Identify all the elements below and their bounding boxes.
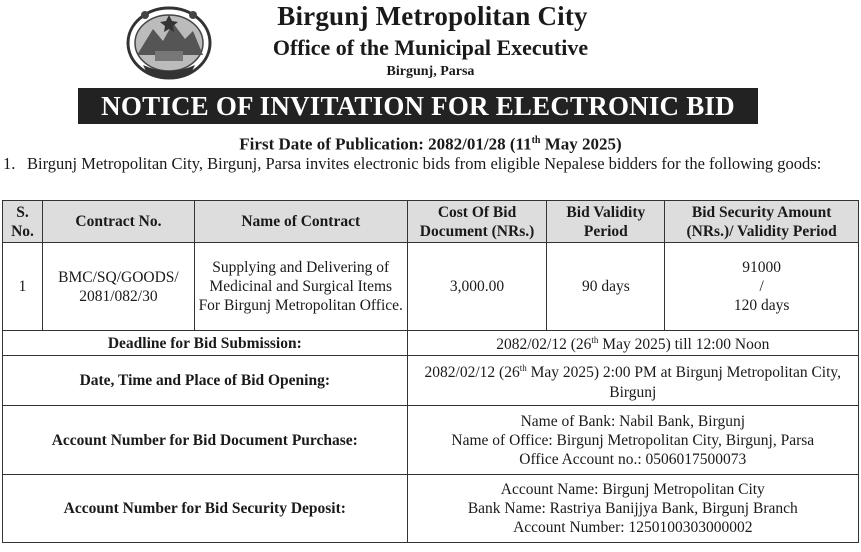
doc-account-label: Account Number for Bid Document Purchase: [3,406,408,475]
security-amount: 91000 [742,259,781,276]
opening-value: 2082/02/12 (26th May 2025) 2:00 PM at Birgunj Metropolitan City, Birgunj [407,356,858,406]
intro-text: Birgunj Metropolitan City, Birgunj, Parsa invites electronic bids from eligible Nepalese bidders for the following goods: [27,154,822,173]
opening-label: Date, Time and Place of Bid Opening: [3,356,408,406]
doc-account-value [407,406,858,475]
cell-sn: 1 [3,243,43,331]
table-row [3,243,859,331]
table-row-doc-account [3,406,859,475]
security-account-name: Account Name: Birgunj Metropolitan City [500,481,765,498]
security-period: 120 days [733,297,790,314]
cell-validity: 90 days [547,243,665,331]
intro-paragraph [3,155,859,173]
table-row-security-account [3,475,859,543]
security-account-label: Account Number for Bid Security Deposit: [3,475,408,543]
cell-contract-no: BMC/SQ/GOODS/ 2081/082/30 [42,243,194,331]
security-separator: / [759,278,764,295]
cell-security [665,243,859,331]
header-contract-no: Contract No. [42,201,194,243]
doc-account-bank: Name of Bank: Nabil Bank, Birgunj [520,412,746,430]
cell-contract-name: Supplying and Delivering of Medicinal and Surgical Items For Birgunj Metropolitan Office. [194,243,407,331]
office-name: Office of the Municipal Executive [272,35,589,60]
doc-account-number: Office Account no.: 0506017500073 [519,450,747,468]
security-account-number: Account Number: 1250100303000002 [513,519,753,536]
header-security: Bid Security Amount (NRs.)/ Validity Period [665,201,859,243]
deadline-label: Deadline for Bid Submission: [3,331,408,356]
header-sn: S. No. [3,201,43,243]
publication-date: First Date of Publication: 2082/01/28 (11th May 2025) [239,134,622,154]
security-account-value [407,475,858,543]
security-account-bank: Bank Name: Rastriya Banijjya Bank, Birgunj Branch [467,500,798,517]
city-name: Birgunj Metropolitan City [277,1,588,31]
deadline-value: 2082/02/12 (26th May 2025) till 12:00 Noon [407,331,858,356]
cell-cost: 3,000.00 [407,243,547,331]
intro-number: 1. [3,154,16,173]
office-location: Birgunj, Parsa [386,64,475,79]
header-contract-name: Name of Contract [194,201,407,243]
table-row-deadline [3,331,859,356]
table-row-opening [3,356,859,406]
doc-account-office: Name of Office: Birgunj Metropolitan City, Birgunj, Parsa [451,431,815,449]
header-validity: Bid Validity Period [547,201,665,243]
table-header-row [3,201,859,243]
bid-table [2,200,859,543]
notice-title-banner: NOTICE OF INVITATION FOR ELECTRONIC BID [78,88,758,124]
header-cost: Cost Of Bid Document (NRs.) [407,201,547,243]
